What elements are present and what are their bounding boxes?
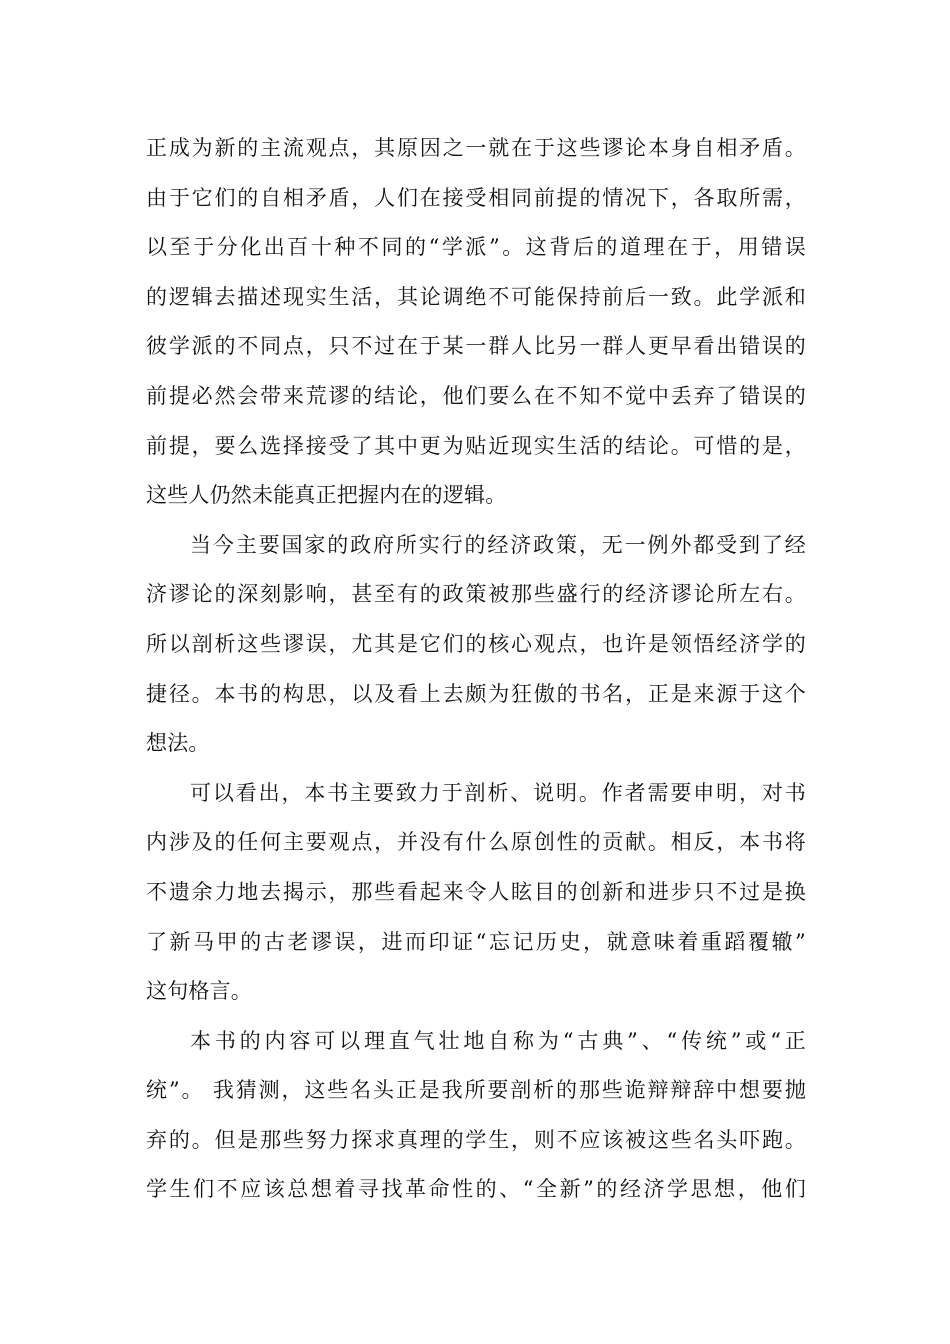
paragraph-2 <box>146 525 806 773</box>
text-line: 以至于分化出百十种不同的“学派”。这背后的道理在于，用错误 <box>146 235 806 260</box>
body-text <box>146 128 806 1219</box>
text-line: 内涉及的任何主要观点，并没有什么原创性的贡献。相反，本书将 <box>146 830 806 855</box>
text-line: 当今主要国家的政府所实行的经济政策，无一例外都受到了经 <box>190 532 806 557</box>
text-line: 本书的内容可以理直气壮地自称为“古典”、“传统”或“正 <box>190 1028 806 1053</box>
text-line: 济谬论的深刻影响，甚至有的政策被那些盛行的经济谬论所左右。 <box>146 582 806 607</box>
text-line: 不遗余力地去揭示，那些看起来令人眩目的创新和进步只不过是换 <box>146 879 806 904</box>
text-line: 了新马甲的古老谬误，进而印证“忘记历史，就意味着重蹈覆辙” <box>146 929 806 954</box>
text-line: 由于它们的自相矛盾，人们在接受相同前提的情况下，各取所需， <box>146 185 806 210</box>
text-line: 这些人仍然未能真正把握内在的逻辑。 <box>146 483 507 508</box>
text-line: 前提，要么选择接受了其中更为贴近现实生活的结论。可惜的是， <box>146 433 806 458</box>
text-line: 可以看出，本书主要致力于剖析、说明。作者需要申明，对书 <box>190 780 806 805</box>
paragraph-3 <box>146 773 806 1021</box>
text-line: 弃的。但是那些努力探求真理的学生，则不应该被这些名头吓跑。 <box>146 1127 806 1152</box>
text-line: 这句格言。 <box>146 979 252 1004</box>
text-line: 前提必然会带来荒谬的结论，他们要么在不知不觉中丢弃了错误的 <box>146 383 806 408</box>
text-line: 学生们不应该总想着寻找革命性的、“全新”的经济学思想，他们 <box>146 1177 806 1202</box>
paragraph-1 <box>146 128 806 525</box>
text-line: 捷径。本书的构思，以及看上去颇为狂傲的书名，正是来源于这个 <box>146 681 806 706</box>
text-line: 正成为新的主流观点，其原因之一就在于这些谬论本身自相矛盾。 <box>146 136 806 160</box>
text-line: 统”。 我猜测，这些名头正是我所要剖析的那些诡辩辩辞中想要抛 <box>146 1078 806 1103</box>
paragraph-4 <box>146 1021 806 1219</box>
text-line: 彼学派的不同点，只不过在于某一群人比另一群人更早看出错误的 <box>146 334 806 359</box>
text-line: 所以剖析这些谬误，尤其是它们的核心观点，也许是领悟经济学的 <box>146 631 806 656</box>
text-line: 的逻辑去描述现实生活，其论调绝不可能保持前后一致。此学派和 <box>146 284 806 309</box>
text-line: 想法。 <box>146 731 210 756</box>
